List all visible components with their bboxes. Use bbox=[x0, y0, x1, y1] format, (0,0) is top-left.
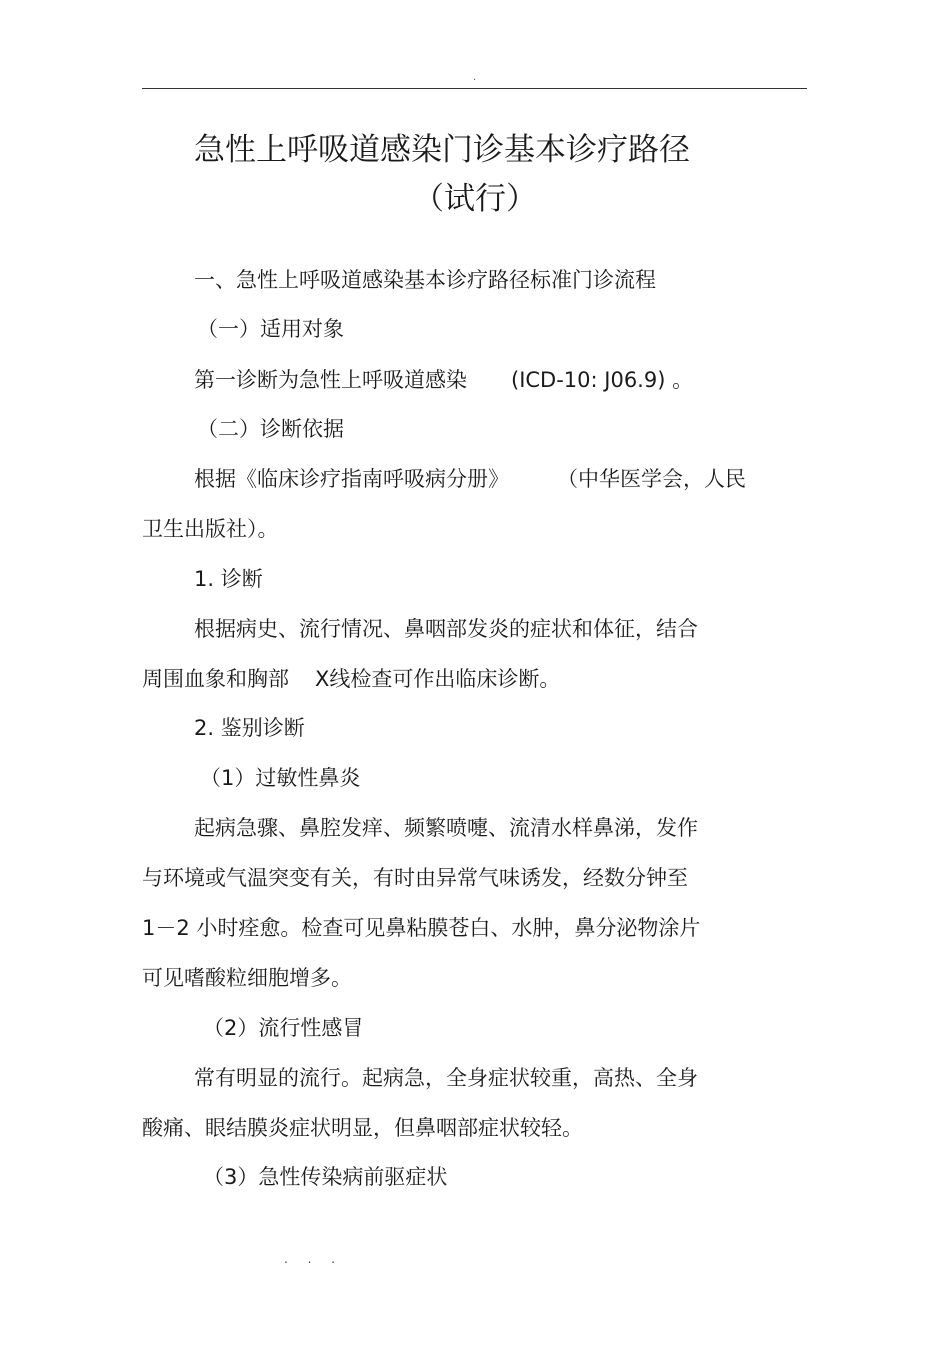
document-title: 急性上呼吸道感染门诊基本诊疗路径 bbox=[194, 132, 690, 168]
subsection-1-text-a: 第一诊断为急性上呼吸道感染 bbox=[194, 368, 467, 392]
item-1-line-1: 根据病史、流行情况、鼻咽部发炎的症状和体征，结合 bbox=[194, 617, 698, 641]
document-subtitle: （试行） bbox=[413, 181, 537, 217]
differential-1-line-4: 可见嗜酸粒细胞增多。 bbox=[142, 966, 352, 990]
differential-3-heading: （3）急性传染病前驱症状 bbox=[203, 1165, 448, 1189]
differential-1-line-1: 起病急骤、鼻腔发痒、频繁喷嚏、流清水样鼻涕，发作 bbox=[194, 816, 698, 840]
subsection-2-text bbox=[194, 465, 746, 493]
item-1-heading: 1. 诊断 bbox=[194, 567, 263, 591]
footer-dots: . . . bbox=[284, 1252, 344, 1266]
differential-1-line-2: 与环境或气温突变有关，有时由异常气味诱发，经数分钟至 bbox=[142, 866, 688, 890]
differential-2-heading: （2）流行性感冒 bbox=[203, 1016, 364, 1040]
subsection-1-text-b: (ICD-10: J06.9) 。 bbox=[511, 368, 694, 392]
subsection-1-heading: （一）适用对象 bbox=[197, 317, 344, 341]
item-2-heading: 2. 鉴别诊断 bbox=[194, 716, 305, 740]
differential-2-line-1: 常有明显的流行。起病急，全身症状较重，高热、全身 bbox=[194, 1066, 698, 1090]
subsection-2-text-cont: 卫生出版社）。 bbox=[142, 517, 279, 541]
subsection-1-text bbox=[194, 366, 693, 394]
differential-1-line-3: 1－2 小时痊愈。检查可见鼻粘膜苍白、水肿，鼻分泌物涂片 bbox=[142, 916, 701, 940]
subsection-2-text-a: 根据《临床诊疗指南呼吸病分册》 bbox=[194, 467, 509, 491]
item-1-line-2 bbox=[142, 665, 560, 693]
subsection-2-text-b: （中华医学会，人民 bbox=[557, 467, 746, 491]
subsection-2-heading: （二）诊断依据 bbox=[197, 417, 344, 441]
item-1-line-2-a: 周围血象和胸部 bbox=[142, 667, 289, 691]
item-1-line-2-b: X线检查可作出临床诊断。 bbox=[315, 667, 561, 691]
header-dot: . bbox=[473, 72, 477, 83]
differential-2-line-2: 酸痛、眼结膜炎症状明显，但鼻咽部症状较轻。 bbox=[142, 1116, 583, 1140]
differential-1-heading: （1）过敏性鼻炎 bbox=[200, 766, 361, 790]
section-1-heading: 一、急性上呼吸道感染基本诊疗路径标准门诊流程 bbox=[194, 268, 656, 292]
header-rule bbox=[142, 88, 807, 89]
